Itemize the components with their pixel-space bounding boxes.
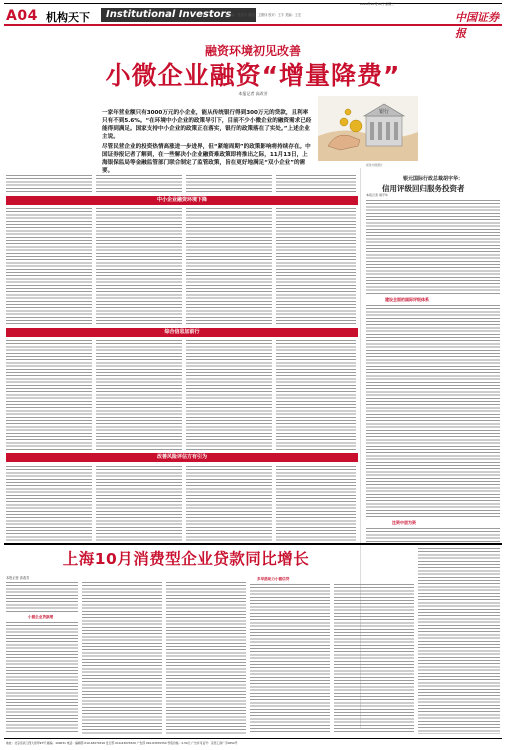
illustration-credit: 视觉中国图片	[366, 163, 383, 167]
body-column	[6, 208, 92, 326]
lead-intro-column-4	[276, 175, 356, 193]
column-title-en: Institutional Investors	[101, 8, 256, 22]
body-column	[186, 208, 272, 326]
lead-intro-column-3	[186, 175, 272, 193]
second-headline: 上海10月消费型企业贷款同比增长	[62, 550, 310, 568]
second-byline: 本报记者 高改芳	[6, 576, 30, 580]
story-separator	[4, 543, 502, 545]
body-column	[186, 340, 272, 450]
column-title-cn: 机构天下	[46, 11, 90, 24]
header-bottom-rule	[4, 24, 502, 26]
editor-credits: 主编：张星宇 版面：卫德伟 校对：王宇 美编：王宏	[228, 13, 302, 17]
newspaper-logo: 中国证券报	[455, 11, 499, 40]
second-body	[334, 584, 414, 734]
header-top-rule	[4, 3, 502, 4]
lead-intro-column-1	[6, 175, 92, 193]
sidebar-body	[418, 548, 500, 734]
second-body	[6, 622, 78, 734]
second-body	[82, 582, 162, 734]
body-column	[6, 466, 92, 541]
second-body	[166, 582, 246, 734]
body-column	[96, 340, 182, 450]
body-column	[276, 466, 356, 541]
footer-info: 地址：北京宣武门西大街甲97号 邮编：100031 电话：编辑部 010-63070316 发行部 010-63070329 广告部 010-63070350 零售价格：2.50元 广告许可证号：京西工商广字0052号	[6, 741, 238, 745]
second-body	[250, 584, 330, 734]
sidebar-body	[366, 200, 500, 294]
section-bar-3-label: 改善风险评估方有引为	[156, 454, 207, 460]
sidebar-body	[366, 305, 500, 517]
svg-text:银行: 银行	[378, 109, 390, 115]
main-kicker: 融资环境初见改善	[204, 44, 301, 58]
page-label: A04	[6, 8, 38, 24]
sidebar-section-1: 建设全面的国际评级体系	[385, 297, 429, 302]
sidebar-kicker: 银元国际行政总裁胡宇华：	[403, 176, 464, 182]
body-column	[6, 340, 92, 450]
lead-intro-column-2	[96, 175, 182, 193]
footer-rule	[4, 738, 502, 739]
section-bar-1-label: 中小企业融资环境下降	[156, 197, 207, 203]
bank-illustration	[318, 96, 418, 161]
sidebar-body	[366, 528, 500, 542]
lead-para-1: 一家年营业额只有3000万元的小企业，能从传统银行得到300万元的贷款，且利率只有不到5.6%。“在环境中小企业的政策导引下，目前不少小微企业的融资需求已经能得到满足。国家支持中小企业的政策正在落实，银行的政策落在了实处。”上述企业主说。	[102, 110, 312, 140]
section-bar-2-label: 综合信息加前行	[164, 329, 200, 335]
body-column	[276, 340, 356, 450]
second-subhead-1: 小微企业贷款增	[28, 615, 54, 619]
body-column	[96, 208, 182, 326]
lead-paragraph	[102, 109, 312, 175]
main-byline: 本报记者 高改芳	[238, 91, 268, 96]
sidebar-byline: 本报记者 胡平华	[366, 193, 388, 197]
lead-para-2: 尽管民营企业的投资热情高涨进一步进界，但“紧缩周期”的政策影响将持续存在。中国证券报记者了解到，在一些解决小企业融资难政策即将推出之际，11月13日，上海银保监局等金融监管部门联合制定了监管政策，旨在更好地满足“双小企业”的需要。	[102, 144, 311, 174]
body-column	[186, 466, 272, 541]
second-body	[6, 582, 78, 612]
body-column	[276, 208, 356, 326]
sidebar-section-2: 注资中层为资	[392, 520, 416, 525]
second-subhead-2: 多举措助力小微信贷	[257, 577, 290, 581]
main-headline: 小微企业融资“增量降费”	[105, 61, 401, 90]
body-column	[96, 466, 182, 541]
sidebar-title: 信用评级回归服务投资者	[382, 184, 465, 193]
issue-date: 2018年10月30日 星期二	[360, 2, 395, 6]
